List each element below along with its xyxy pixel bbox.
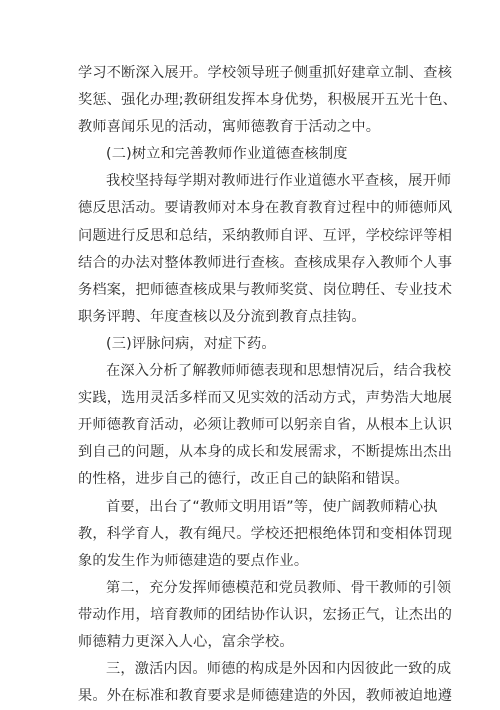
body-line: 德反思活动。要请教师对本身在教育教育过程中的师德师风: [78, 200, 453, 217]
body-line: 问题进行反思和总结，采纳教师自评、互评，学校综评等相: [78, 227, 453, 244]
body-line: 学习不断深入展开。学校领导班子侧重抓好建章立制、查核: [78, 65, 453, 81]
body-line: 实践，选用灵活多样而又见实效的活动方式，声势浩大地展: [78, 390, 453, 407]
body-line: 到自己的问题，从本身的成长和发展需求，不断提炼出杰出: [78, 444, 453, 461]
body-line: 首要，出台了“教师文明用语”等，使广阔教师精心执: [106, 498, 438, 515]
document-body: [78, 60, 458, 710]
body-line: 开师德教育活动，必须让教师可以躬亲自省，从根本上认识: [78, 417, 453, 434]
body-line: 教师喜闻乐见的活动，寓师德教育于活动之中。: [78, 119, 381, 136]
body-line: 带动作用，培育教师的团结协作认识，宏扬正气，让杰出的: [78, 606, 453, 623]
body-line: 师德精力更深入人心，富余学校。: [78, 633, 294, 650]
body-line: 第二，充分发挥师德模范和党员教师、骨干教师的引领: [106, 579, 452, 596]
body-line: 我校坚持每学期对教师进行作业道德水平查核，展开师: [106, 173, 452, 190]
body-line: 奖惩、强化办理;教研组发挥本身优势，积极展开五光十色、: [78, 92, 458, 109]
body-line: 的性格，进步自己的德行，改正自己的缺陷和错误。: [78, 471, 409, 488]
body-line: 象的发生作为师德建造的要点作业。: [78, 552, 309, 569]
section-heading: (二)树立和完善教师作业道德查核制度: [106, 146, 348, 163]
body-line: 在深入分析了解教师师德表现和思想情况后，结合我校: [106, 363, 452, 380]
body-line: 三，激活内因。师德的构成是外因和内因彼此一致的成: [106, 661, 452, 678]
section-heading: (三)评脉问病，对症下药。: [106, 335, 276, 352]
body-line: 结合的办法对整体教师进行查核。查核成果存入教师个人事: [78, 254, 453, 271]
body-line: 职务评聘、年度查核以及分流到教育点挂钩。: [78, 308, 366, 325]
body-line: 果。外在标准和教育要求是师德建造的外因，教师被迫地遵: [78, 688, 453, 705]
body-line: 教，科学育人，教有绳尺。学校还把根绝体罚和变相体罚现: [78, 525, 453, 542]
body-line: 务档案，把师德查核成果与教师奖赏、岗位聘任、专业技术: [78, 281, 453, 298]
